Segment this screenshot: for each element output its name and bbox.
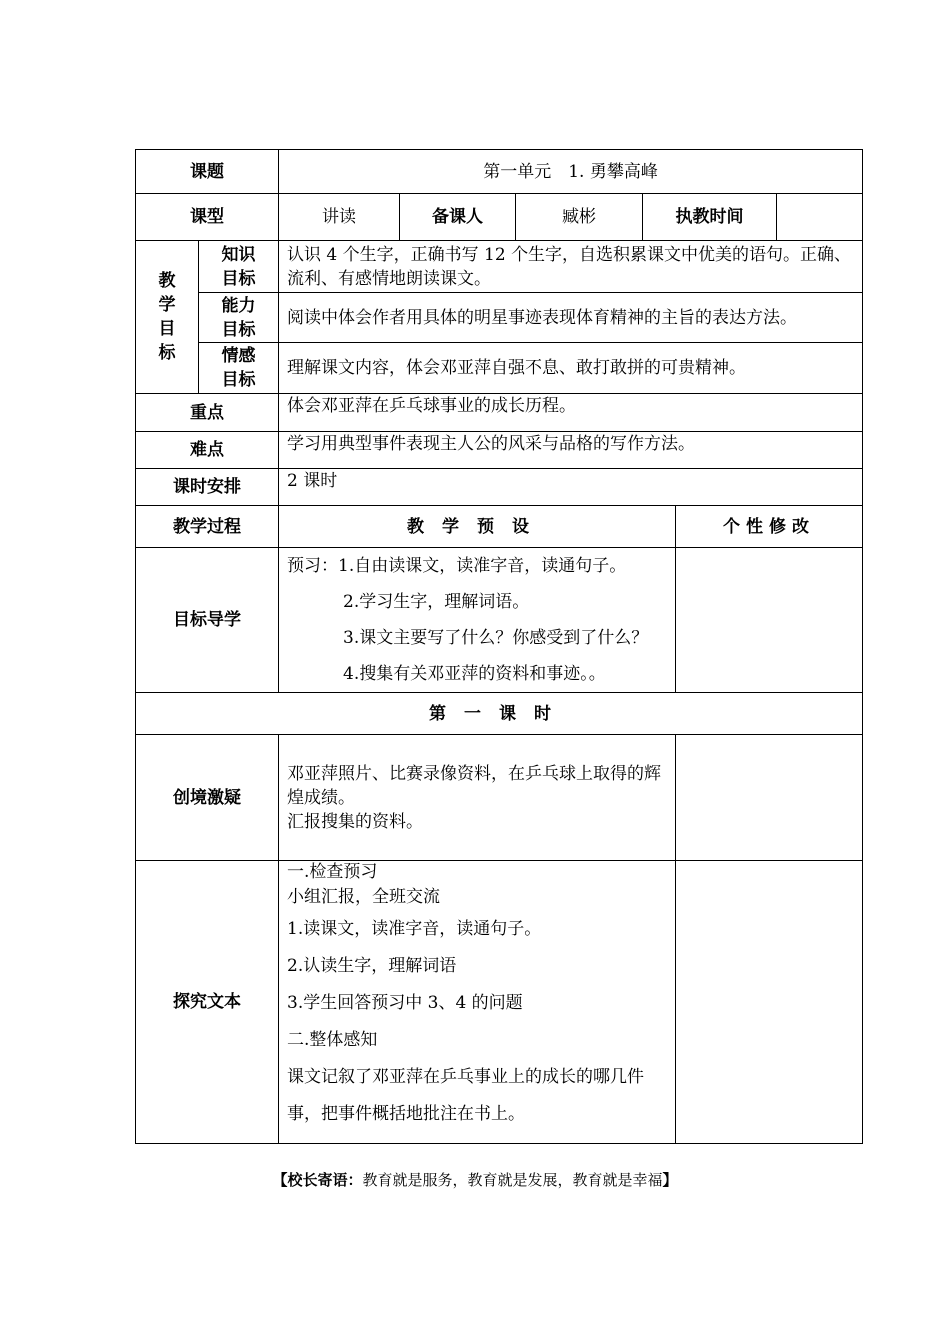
emotion-goal-label xyxy=(199,343,279,394)
ability-goal-text: 阅读中体会作者用具体的明星事迹表现体育精神的主旨的表达方法。 xyxy=(279,293,863,343)
type-label: 课型 xyxy=(136,194,279,241)
stimulate-content xyxy=(279,735,676,861)
bracket-close: 】 xyxy=(662,1171,678,1189)
principal-message-text: 教育就是服务，教育就是发展，教育就是幸福 xyxy=(362,1171,663,1189)
explore-row xyxy=(136,861,863,1144)
design-label: 教学预设 xyxy=(279,506,676,548)
topic-row xyxy=(136,150,863,194)
preparer-value: 臧彬 xyxy=(516,194,643,241)
goal-row-ability xyxy=(136,293,863,343)
explore-line: 2.认读生字，理解词语 xyxy=(287,956,457,976)
stimulate-line: 邓亚萍照片、比赛录像资料，在乒乓球上取得的辉煌成绩。 xyxy=(287,763,661,808)
process-header-row xyxy=(136,506,863,548)
process-label: 教学过程 xyxy=(136,506,279,548)
principal-label: 校长寄语 xyxy=(287,1171,348,1189)
label-line: 目标 xyxy=(221,370,256,390)
guide-label: 目标导学 xyxy=(136,548,279,693)
explore-line: 小组汇报，全班交流 xyxy=(287,887,440,907)
ability-goal-label xyxy=(199,293,279,343)
explore-line: 一.检查预习 xyxy=(287,862,378,882)
guide-content xyxy=(279,548,676,693)
key-point-text: 体会邓亚萍在乒乓球事业的成长历程。 xyxy=(279,394,863,432)
emotion-goal-text: 理解课文内容，体会邓亚萍自强不息、敢打敢拼的可贵精神。 xyxy=(279,343,863,394)
explore-content xyxy=(279,861,676,1144)
hours-row xyxy=(136,469,863,506)
stimulate-row xyxy=(136,735,863,861)
knowledge-goal-label xyxy=(199,241,279,293)
key-point-row xyxy=(136,394,863,432)
principal-message xyxy=(0,1169,950,1190)
lesson-plan-table xyxy=(135,149,863,1144)
knowledge-goal-text: 认识 4 个生字，正确书写 12 个生字，自选积累课文中优美的语句。正确、流利、有感情地朗读课文。 xyxy=(279,241,863,293)
lesson-label: 第一课时 xyxy=(136,693,863,735)
goals-label-char: 目 xyxy=(158,319,176,339)
explore-label: 探究文本 xyxy=(136,861,279,1144)
hours-text: 2 课时 xyxy=(279,469,863,506)
goals-label-char: 教 xyxy=(158,271,176,291)
explore-line: 1.读课文，读准字音，读通句子。 xyxy=(287,919,542,939)
explore-line: 二.整体感知 xyxy=(287,1030,378,1050)
teaching-goals-label xyxy=(136,241,199,394)
goal-row-emotion xyxy=(136,343,863,394)
label-line: 情感 xyxy=(221,346,256,366)
goals-label-char: 标 xyxy=(158,343,176,363)
revise-label: 个性修改 xyxy=(676,506,863,548)
guide-line: 预习：1.自由读课文，读准字音，读通句子。 xyxy=(287,556,627,576)
label-line: 目标 xyxy=(221,268,256,289)
difficulty-text: 学习用典型事件表现主人公的风采与品格的写作方法。 xyxy=(279,432,863,469)
difficulty-label: 难点 xyxy=(136,432,279,469)
stimulate-label: 创境激疑 xyxy=(136,735,279,861)
lesson-row xyxy=(136,693,863,735)
guide-row xyxy=(136,548,863,693)
topic-value: 第一单元 1. 勇攀高峰 xyxy=(279,150,863,194)
time-value xyxy=(777,194,863,241)
goal-row-knowledge xyxy=(136,241,863,293)
goals-label-char: 学 xyxy=(158,295,176,315)
key-point-label: 重点 xyxy=(136,394,279,432)
stimulate-revise-cell xyxy=(676,735,863,861)
topic-label: 课题 xyxy=(136,150,279,194)
label-line: 目标 xyxy=(221,319,256,340)
guide-revise-cell xyxy=(676,548,863,693)
label-line: 能力 xyxy=(221,295,256,316)
type-value: 讲读 xyxy=(279,194,400,241)
hours-label: 课时安排 xyxy=(136,469,279,506)
explore-line: 3.学生回答预习中 3、4 的问题 xyxy=(287,993,523,1013)
type-row xyxy=(136,194,863,241)
colon: ： xyxy=(347,1171,363,1189)
explore-revise-cell xyxy=(676,861,863,1144)
guide-line: 3.课文主要写了什么？你感受到了什么？ xyxy=(343,628,649,648)
difficulty-row xyxy=(136,432,863,469)
stimulate-line: 汇报搜集的资料。 xyxy=(287,811,423,832)
guide-line: 4.搜集有关邓亚萍的资料和事迹。。 xyxy=(343,664,606,684)
label-line: 知识 xyxy=(221,244,256,265)
time-label: 执教时间 xyxy=(643,194,777,241)
explore-line: 课文记叙了邓亚萍在乒乓事业上的成长的哪几件事，把事件概括地批注在书上。 xyxy=(287,1067,644,1124)
guide-line: 2.学习生字，理解词语。 xyxy=(343,592,530,612)
bracket-open: 【 xyxy=(272,1171,288,1189)
preparer-label: 备课人 xyxy=(400,194,516,241)
